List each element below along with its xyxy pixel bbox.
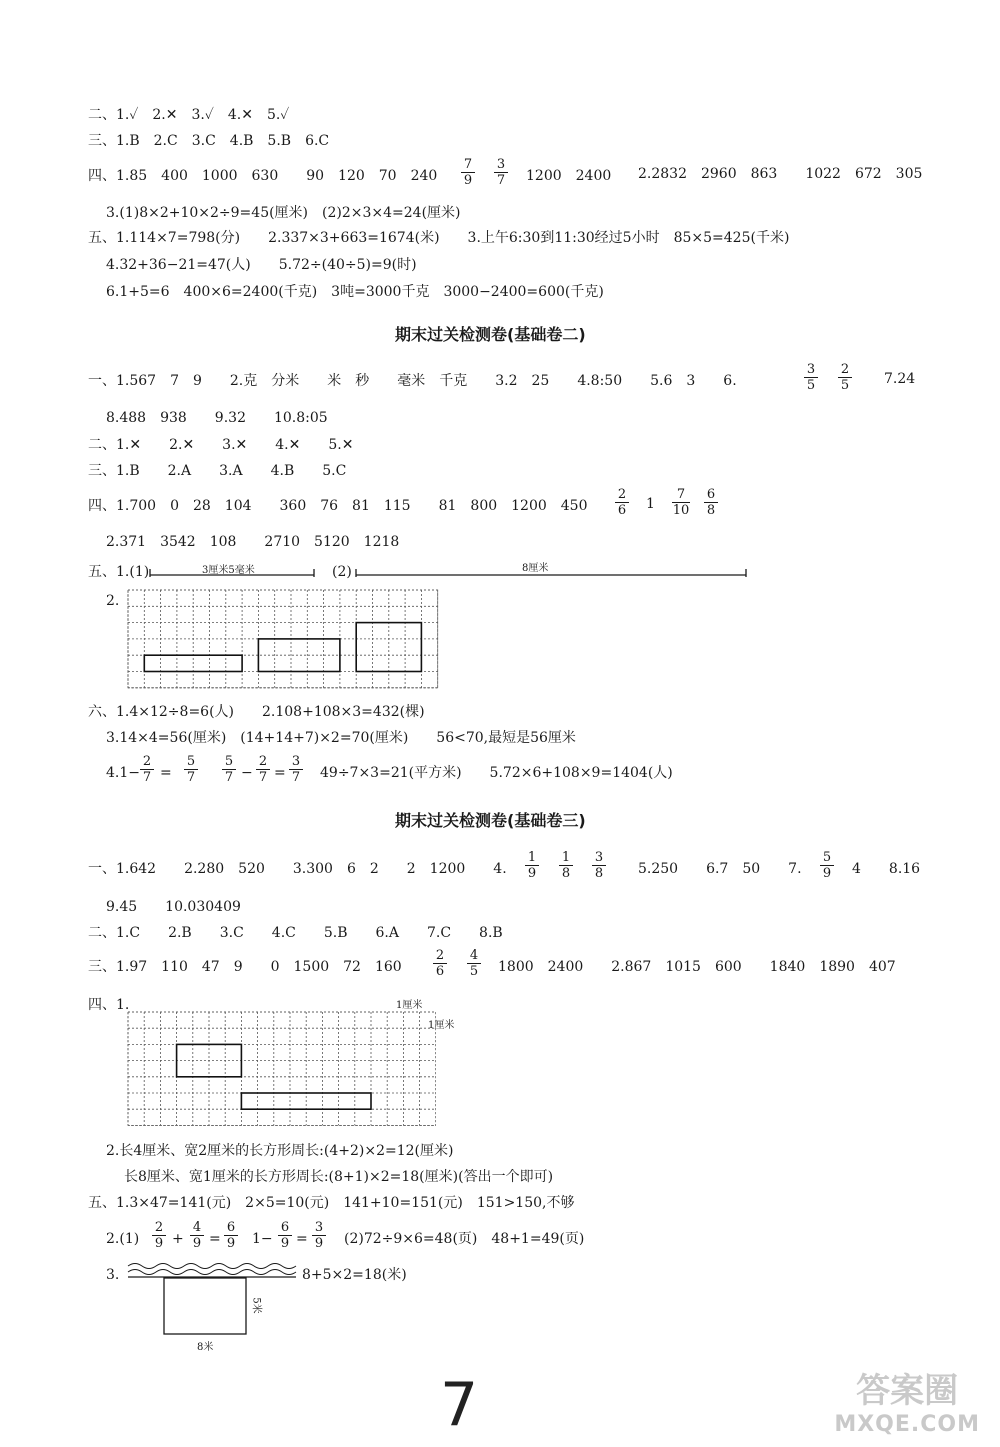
- s2-line-10a: 4.1−: [106, 765, 140, 781]
- s2-line-8: 六、1.4×12÷8=6(人) 2.108+108×3=432(棵): [88, 704, 425, 720]
- s1-line-4: 3.(1)8×2+10×2÷9=45(厘米) (2)2×3×4=24(厘米): [106, 205, 461, 221]
- equals: =: [296, 1231, 308, 1247]
- fraction: $\frac{7}{9}$: [461, 157, 475, 188]
- s2-grid-label: 2.: [106, 593, 120, 609]
- unit-label-side: 1厘米: [428, 1020, 455, 1031]
- section-3-title: 期末过关检测卷(基础卷三): [395, 811, 586, 830]
- s1-line-1: 二、1.✓ 2.✕ 3.✓ 4.✕ 5.✓: [88, 107, 290, 123]
- s2-line-3: 二、1.✕ 2.✕ 3.✕ 4.✕ 5.✕: [88, 437, 354, 453]
- s3-grid-label: 四、1.: [88, 997, 130, 1013]
- fraction: $\frac{4}{9}$: [190, 1220, 204, 1251]
- s1-line-7: 6.1+5=6 400×6=2400(千克) 3吨=3000千克 3000−2400=600(千克): [106, 284, 604, 300]
- fraction: $\frac{2}{5}$: [838, 362, 852, 393]
- s3-line-1a: 一、1.642 2.280 520 3.300 6 2 2 1200 4.: [88, 861, 507, 877]
- s2-line-9: 3.14×4=56(厘米) (14+14+7)×2=70(厘米) 56<70,最短是56厘米: [106, 730, 576, 746]
- fraction: $\frac{6}{8}$: [704, 487, 718, 518]
- one-minus: 1−: [252, 1231, 273, 1247]
- fraction: $\frac{3}{7}$: [494, 157, 508, 188]
- fraction: $\frac{6}{9}$: [224, 1220, 238, 1251]
- s3-line-5: 2.长4厘米、宽2厘米的长方形周长:(4+2)×2=12(厘米): [106, 1143, 454, 1159]
- segment-2-label: 8厘米: [522, 563, 549, 574]
- s1-line-3c: 2.2832 2960 863 1022 672 305: [638, 166, 923, 182]
- equals: =: [209, 1231, 221, 1247]
- equals: =: [274, 765, 286, 781]
- fraction: $\frac{1}{8}$: [559, 850, 573, 881]
- dimension-side: 5米: [250, 1297, 262, 1314]
- pond-figure: [124, 1260, 304, 1344]
- s3-line-9a: 3.: [106, 1267, 120, 1283]
- equals: =: [160, 765, 172, 781]
- fraction: $\frac{3}{5}$: [804, 362, 818, 393]
- s1-line-3b: 1200 2400: [526, 168, 612, 184]
- fraction: $\frac{5}{7}$: [222, 754, 236, 785]
- page-number: 7: [440, 1370, 479, 1440]
- fraction: $\frac{2}{6}$: [433, 948, 447, 979]
- segment-2-figure: [354, 558, 750, 580]
- fraction: $\frac{2}{6}$: [615, 487, 629, 518]
- s2-line-6: 2.371 3542 108 2710 5120 1218: [106, 534, 400, 550]
- fraction: $\frac{2}{7}$: [140, 754, 154, 785]
- s3-line-6: 长8厘米、宽1厘米的长方形周长:(8+1)×2=18(厘米)(答出一个即可): [124, 1169, 554, 1185]
- unit-label-top: 1厘米: [396, 1000, 423, 1011]
- fraction: $\frac{7}{10}$: [672, 487, 690, 518]
- s2-line-10b: 49÷7×3=21(平方米) 5.72×6+108×9=1404(人): [320, 765, 673, 781]
- fraction: $\frac{3}{7}$: [289, 754, 303, 785]
- s3-line-9b: 8+5×2=18(米): [302, 1267, 407, 1283]
- s1-line-5: 五、1.114×7=798(分) 2.337×3+663=1674(米) 3.上午6:30到11:30经过5小时 85×5=425(千米): [88, 230, 790, 246]
- s2-line-7a: 五、1.(1): [88, 564, 150, 580]
- s3-line-4b: 1800 2400 2.867 1015 600 1840 1890 407: [498, 959, 896, 975]
- fraction: $\frac{2}{9}$: [152, 1220, 166, 1251]
- s2-line-4: 三、1.B 2.A 3.A 4.B 5.C: [88, 463, 347, 479]
- fraction: $\frac{4}{5}$: [467, 948, 481, 979]
- s3-line-7: 五、1.3×47=141(元) 2×5=10(元) 141+10=151(元) 151>150,不够: [88, 1195, 575, 1211]
- s3-line-4a: 三、1.97 110 47 9 0 1500 72 160: [88, 959, 402, 975]
- s3-line-8a: 2.(1): [106, 1231, 140, 1247]
- plus: +: [172, 1231, 184, 1247]
- s1-line-6: 4.32+36−21=47(人) 5.72÷(40÷5)=9(时): [106, 257, 417, 273]
- s3-line-2: 9.45 10.030409: [106, 899, 241, 915]
- minus: −: [241, 765, 253, 781]
- s3-line-3: 二、1.C 2.B 3.C 4.C 5.B 6.A 7.C 8.B: [88, 925, 503, 941]
- s3-line-1b: 5.250 6.7 50 7.: [638, 861, 802, 877]
- watermark-cn: 答案圈: [856, 1371, 959, 1411]
- drawn-rectangle: [258, 639, 340, 672]
- s2-line-5a: 四、1.700 0 28 104 360 76 81 115 81 800 1200 450: [88, 498, 588, 514]
- s3-line-1c: 4 8.16: [852, 861, 921, 877]
- dimension-bottom: 8米: [197, 1342, 214, 1353]
- s2-line-1b: 7.24: [884, 371, 916, 387]
- fraction: $\frac{5}{9}$: [820, 850, 834, 881]
- s2-line-7b: (2): [332, 564, 352, 580]
- grid-figure-1: [126, 588, 440, 692]
- fraction: $\frac{2}{7}$: [256, 754, 270, 785]
- watermark: [834, 1363, 980, 1437]
- section-2-title: 期末过关检测卷(基础卷二): [395, 325, 586, 344]
- s3-line-8b: (2)72÷9×6=48(页) 48+1=49(页): [344, 1231, 585, 1247]
- s2-line-2: 8.488 938 9.32 10.8:05: [106, 410, 328, 426]
- s2-line-1a: 一、1.567 7 9 2.克 分米 米 秒 毫米 千克 3.2 25 4.8:50 5.6 3 6.: [88, 373, 737, 389]
- grid-figure-2: [126, 1010, 436, 1134]
- fraction: $\frac{1}{9}$: [525, 850, 539, 881]
- s2-mid-value: 1: [646, 496, 655, 512]
- fraction: $\frac{3}{8}$: [592, 850, 606, 881]
- s1-line-3a: 四、1.85 400 1000 630 90 120 70 240: [88, 168, 438, 184]
- fraction: $\frac{3}{9}$: [312, 1220, 326, 1251]
- fraction: $\frac{5}{7}$: [184, 754, 198, 785]
- s1-line-2: 三、1.B 2.C 3.C 4.B 5.B 6.C: [88, 133, 330, 149]
- segment-1-label: 3厘米5毫米: [202, 565, 255, 576]
- fraction: $\frac{6}{9}$: [278, 1220, 292, 1251]
- watermark-en: MXQE.COM: [834, 1412, 980, 1437]
